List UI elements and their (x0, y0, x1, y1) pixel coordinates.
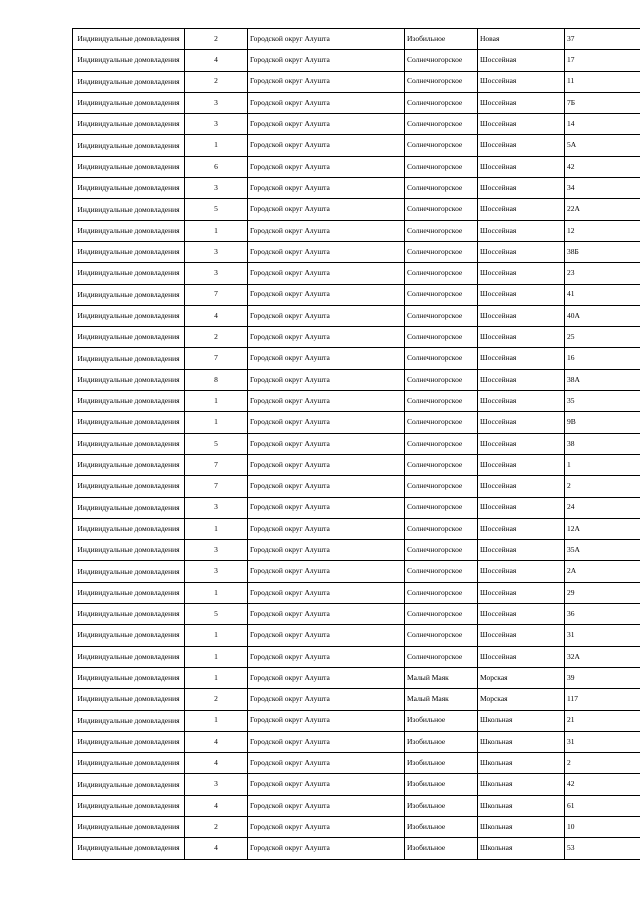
table-row (73, 156, 640, 177)
cell-settlement: Солнечногорское (405, 71, 478, 92)
cell-dwelling-type: Индивидуальные домовладения (73, 263, 185, 284)
cell-count: 3 (185, 92, 248, 113)
cell-house-number: 14 (565, 114, 640, 135)
cell-house-number: 25 (565, 327, 640, 348)
cell-street: Шоссейная (478, 625, 565, 646)
cell-settlement: Солнечногорское (405, 92, 478, 113)
cell-count: 7 (185, 476, 248, 497)
cell-house-number: 42 (565, 156, 640, 177)
table-row (73, 433, 640, 454)
table-row (73, 774, 640, 795)
cell-street: Шоссейная (478, 114, 565, 135)
table-row (73, 476, 640, 497)
cell-street: Шоссейная (478, 178, 565, 199)
cell-count: 2 (185, 816, 248, 837)
cell-house-number: 10 (565, 816, 640, 837)
cell-street: Шоссейная (478, 518, 565, 539)
cell-settlement: Изобильное (405, 838, 478, 859)
cell-settlement: Солнечногорское (405, 476, 478, 497)
cell-settlement: Солнечногорское (405, 646, 478, 667)
cell-settlement: Изобильное (405, 795, 478, 816)
cell-count: 1 (185, 391, 248, 412)
cell-street: Школьная (478, 753, 565, 774)
cell-street: Шоссейная (478, 646, 565, 667)
table-row (73, 305, 640, 326)
cell-street: Шоссейная (478, 92, 565, 113)
table-row (73, 348, 640, 369)
cell-count: 7 (185, 454, 248, 475)
cell-street: Шоссейная (478, 71, 565, 92)
cell-street: Шоссейная (478, 156, 565, 177)
cell-street: Школьная (478, 816, 565, 837)
cell-street: Шоссейная (478, 497, 565, 518)
cell-dwelling-type: Индивидуальные домовладения (73, 731, 185, 752)
cell-count: 7 (185, 348, 248, 369)
cell-house-number: 39 (565, 667, 640, 688)
cell-settlement: Солнечногорское (405, 540, 478, 561)
cell-street: Морская (478, 667, 565, 688)
cell-settlement: Солнечногорское (405, 50, 478, 71)
cell-street: Школьная (478, 710, 565, 731)
cell-dwelling-type: Индивидуальные домовладения (73, 497, 185, 518)
table-row (73, 540, 640, 561)
cell-house-number: 12 (565, 220, 640, 241)
cell-count: 4 (185, 731, 248, 752)
cell-municipality: Городской округ Алушта (248, 220, 405, 241)
cell-dwelling-type: Индивидуальные домовладения (73, 156, 185, 177)
table-row (73, 838, 640, 859)
cell-municipality: Городской округ Алушта (248, 731, 405, 752)
cell-street: Морская (478, 689, 565, 710)
cell-settlement: Солнечногорское (405, 582, 478, 603)
cell-count: 3 (185, 241, 248, 262)
cell-municipality: Городской округ Алушта (248, 774, 405, 795)
table-row (73, 29, 640, 50)
table-row (73, 710, 640, 731)
cell-dwelling-type: Индивидуальные домовладения (73, 604, 185, 625)
cell-house-number: 41 (565, 284, 640, 305)
cell-street: Шоссейная (478, 348, 565, 369)
cell-municipality: Городской округ Алушта (248, 816, 405, 837)
cell-house-number: 22А (565, 199, 640, 220)
cell-settlement: Солнечногорское (405, 348, 478, 369)
cell-count: 1 (185, 710, 248, 731)
cell-street: Школьная (478, 795, 565, 816)
cell-settlement: Изобильное (405, 731, 478, 752)
cell-street: Шоссейная (478, 135, 565, 156)
table-row (73, 263, 640, 284)
cell-dwelling-type: Индивидуальные домовладения (73, 710, 185, 731)
cell-dwelling-type: Индивидуальные домовладения (73, 305, 185, 326)
cell-settlement: Солнечногорское (405, 305, 478, 326)
cell-dwelling-type: Индивидуальные домовладения (73, 50, 185, 71)
cell-municipality: Городской округ Алушта (248, 433, 405, 454)
table-row (73, 667, 640, 688)
cell-settlement: Солнечногорское (405, 178, 478, 199)
cell-settlement: Изобильное (405, 774, 478, 795)
cell-municipality: Городской округ Алушта (248, 582, 405, 603)
cell-dwelling-type: Индивидуальные домовладения (73, 540, 185, 561)
cell-dwelling-type: Индивидуальные домовладения (73, 114, 185, 135)
cell-settlement: Солнечногорское (405, 433, 478, 454)
cell-dwelling-type: Индивидуальные домовладения (73, 284, 185, 305)
cell-municipality: Городской округ Алушта (248, 369, 405, 390)
cell-settlement: Солнечногорское (405, 369, 478, 390)
cell-dwelling-type: Индивидуальные домовладения (73, 348, 185, 369)
cell-street: Школьная (478, 731, 565, 752)
cell-settlement: Изобильное (405, 29, 478, 50)
cell-settlement: Солнечногорское (405, 625, 478, 646)
cell-settlement: Солнечногорское (405, 327, 478, 348)
table-row (73, 646, 640, 667)
cell-municipality: Городской округ Алушта (248, 667, 405, 688)
table-row (73, 114, 640, 135)
cell-dwelling-type: Индивидуальные домовладения (73, 135, 185, 156)
cell-municipality: Городской округ Алушта (248, 454, 405, 475)
cell-house-number: 21 (565, 710, 640, 731)
cell-settlement: Изобильное (405, 816, 478, 837)
table-row (73, 689, 640, 710)
cell-count: 1 (185, 220, 248, 241)
cell-municipality: Городской округ Алушта (248, 71, 405, 92)
table-row (73, 731, 640, 752)
cell-municipality: Городской округ Алушта (248, 114, 405, 135)
table-row (73, 391, 640, 412)
cell-count: 3 (185, 114, 248, 135)
housing-table (72, 28, 640, 860)
cell-dwelling-type: Индивидуальные домовладения (73, 774, 185, 795)
cell-municipality: Городской округ Алушта (248, 753, 405, 774)
cell-count: 1 (185, 135, 248, 156)
cell-house-number: 38Б (565, 241, 640, 262)
cell-municipality: Городской округ Алушта (248, 561, 405, 582)
table-row (73, 178, 640, 199)
cell-house-number: 61 (565, 795, 640, 816)
cell-street: Шоссейная (478, 220, 565, 241)
cell-dwelling-type: Индивидуальные домовладения (73, 625, 185, 646)
cell-dwelling-type: Индивидуальные домовладения (73, 220, 185, 241)
cell-house-number: 42 (565, 774, 640, 795)
cell-settlement: Солнечногорское (405, 561, 478, 582)
cell-street: Шоссейная (478, 476, 565, 497)
cell-dwelling-type: Индивидуальные домовладения (73, 646, 185, 667)
cell-settlement: Солнечногорское (405, 199, 478, 220)
cell-municipality: Городской округ Алушта (248, 29, 405, 50)
cell-settlement: Солнечногорское (405, 604, 478, 625)
cell-street: Шоссейная (478, 369, 565, 390)
cell-dwelling-type: Индивидуальные домовладения (73, 518, 185, 539)
table-row (73, 582, 640, 603)
cell-count: 4 (185, 50, 248, 71)
cell-house-number: 38 (565, 433, 640, 454)
cell-count: 1 (185, 582, 248, 603)
cell-municipality: Городской округ Алушта (248, 284, 405, 305)
cell-count: 1 (185, 667, 248, 688)
cell-municipality: Городской округ Алушта (248, 518, 405, 539)
cell-street: Новая (478, 29, 565, 50)
cell-dwelling-type: Индивидуальные домовладения (73, 412, 185, 433)
table-row (73, 369, 640, 390)
cell-dwelling-type: Индивидуальные домовладения (73, 838, 185, 859)
cell-house-number: 32А (565, 646, 640, 667)
cell-house-number: 5А (565, 135, 640, 156)
cell-count: 2 (185, 327, 248, 348)
table-row (73, 625, 640, 646)
table-row (73, 199, 640, 220)
cell-count: 5 (185, 433, 248, 454)
table-row (73, 604, 640, 625)
cell-house-number: 23 (565, 263, 640, 284)
cell-municipality: Городской округ Алушта (248, 135, 405, 156)
cell-house-number: 117 (565, 689, 640, 710)
cell-count: 4 (185, 753, 248, 774)
table-row (73, 816, 640, 837)
cell-count: 1 (185, 625, 248, 646)
cell-dwelling-type: Индивидуальные домовладения (73, 753, 185, 774)
table-row (73, 92, 640, 113)
table-row (73, 284, 640, 305)
table-row (73, 241, 640, 262)
cell-street: Школьная (478, 838, 565, 859)
cell-settlement: Солнечногорское (405, 518, 478, 539)
cell-count: 3 (185, 561, 248, 582)
table-row (73, 518, 640, 539)
cell-municipality: Городской округ Алушта (248, 199, 405, 220)
cell-dwelling-type: Индивидуальные домовладения (73, 178, 185, 199)
cell-count: 3 (185, 497, 248, 518)
cell-count: 8 (185, 369, 248, 390)
cell-count: 6 (185, 156, 248, 177)
cell-municipality: Городской округ Алушта (248, 625, 405, 646)
table-row (73, 50, 640, 71)
cell-count: 3 (185, 263, 248, 284)
cell-dwelling-type: Индивидуальные домовладения (73, 476, 185, 497)
table-row (73, 71, 640, 92)
cell-dwelling-type: Индивидуальные домовладения (73, 433, 185, 454)
cell-municipality: Городской округ Алушта (248, 391, 405, 412)
cell-municipality: Городской округ Алушта (248, 689, 405, 710)
cell-settlement: Изобильное (405, 710, 478, 731)
cell-house-number: 35 (565, 391, 640, 412)
cell-dwelling-type: Индивидуальные домовладения (73, 667, 185, 688)
table-row (73, 561, 640, 582)
cell-municipality: Городской округ Алушта (248, 795, 405, 816)
cell-street: Школьная (478, 774, 565, 795)
cell-count: 1 (185, 412, 248, 433)
cell-house-number: 17 (565, 50, 640, 71)
cell-street: Шоссейная (478, 433, 565, 454)
cell-street: Шоссейная (478, 561, 565, 582)
cell-municipality: Городской округ Алушта (248, 604, 405, 625)
cell-municipality: Городской округ Алушта (248, 178, 405, 199)
cell-dwelling-type: Индивидуальные домовладения (73, 454, 185, 475)
cell-dwelling-type: Индивидуальные домовладения (73, 369, 185, 390)
cell-street: Шоссейная (478, 50, 565, 71)
cell-count: 3 (185, 178, 248, 199)
cell-dwelling-type: Индивидуальные домовладения (73, 92, 185, 113)
table-row (73, 753, 640, 774)
cell-dwelling-type: Индивидуальные домовладения (73, 391, 185, 412)
cell-house-number: 40А (565, 305, 640, 326)
cell-street: Шоссейная (478, 263, 565, 284)
cell-street: Шоссейная (478, 327, 565, 348)
cell-settlement: Солнечногорское (405, 454, 478, 475)
cell-settlement: Малый Маяк (405, 667, 478, 688)
cell-municipality: Городской округ Алушта (248, 156, 405, 177)
cell-count: 2 (185, 689, 248, 710)
table-row (73, 327, 640, 348)
cell-count: 2 (185, 29, 248, 50)
cell-street: Шоссейная (478, 305, 565, 326)
cell-settlement: Солнечногорское (405, 241, 478, 262)
cell-municipality: Городской округ Алушта (248, 92, 405, 113)
table-row (73, 454, 640, 475)
cell-house-number: 53 (565, 838, 640, 859)
cell-settlement: Солнечногорское (405, 284, 478, 305)
table-row (73, 135, 640, 156)
cell-house-number: 12А (565, 518, 640, 539)
cell-house-number: 2 (565, 476, 640, 497)
cell-street: Шоссейная (478, 199, 565, 220)
cell-municipality: Городской округ Алушта (248, 327, 405, 348)
cell-settlement: Солнечногорское (405, 263, 478, 284)
cell-count: 5 (185, 604, 248, 625)
housing-table-body (73, 29, 640, 860)
table-row (73, 497, 640, 518)
cell-house-number: 1 (565, 454, 640, 475)
cell-street: Шоссейная (478, 540, 565, 561)
cell-settlement: Солнечногорское (405, 156, 478, 177)
cell-dwelling-type: Индивидуальные домовладения (73, 689, 185, 710)
cell-street: Шоссейная (478, 582, 565, 603)
cell-count: 3 (185, 540, 248, 561)
cell-street: Шоссейная (478, 241, 565, 262)
cell-settlement: Изобильное (405, 753, 478, 774)
cell-settlement: Солнечногорское (405, 135, 478, 156)
cell-street: Шоссейная (478, 412, 565, 433)
cell-settlement: Малый Маяк (405, 689, 478, 710)
cell-municipality: Городской округ Алушта (248, 412, 405, 433)
cell-dwelling-type: Индивидуальные домовладения (73, 199, 185, 220)
cell-settlement: Солнечногорское (405, 220, 478, 241)
cell-house-number: 38А (565, 369, 640, 390)
cell-house-number: 37 (565, 29, 640, 50)
cell-dwelling-type: Индивидуальные домовладения (73, 71, 185, 92)
cell-municipality: Городской округ Алушта (248, 50, 405, 71)
cell-street: Шоссейная (478, 604, 565, 625)
cell-municipality: Городской округ Алушта (248, 241, 405, 262)
cell-house-number: 35А (565, 540, 640, 561)
cell-municipality: Городской округ Алушта (248, 497, 405, 518)
cell-dwelling-type: Индивидуальные домовладения (73, 327, 185, 348)
cell-house-number: 2 (565, 753, 640, 774)
cell-municipality: Городской округ Алушта (248, 476, 405, 497)
cell-municipality: Городской округ Алушта (248, 348, 405, 369)
table-row (73, 412, 640, 433)
cell-street: Шоссейная (478, 454, 565, 475)
cell-dwelling-type: Индивидуальные домовладения (73, 816, 185, 837)
cell-municipality: Городской округ Алушта (248, 646, 405, 667)
cell-dwelling-type: Индивидуальные домовладения (73, 241, 185, 262)
cell-municipality: Городской округ Алушта (248, 710, 405, 731)
cell-count: 7 (185, 284, 248, 305)
cell-house-number: 9В (565, 412, 640, 433)
cell-street: Шоссейная (478, 284, 565, 305)
cell-house-number: 34 (565, 178, 640, 199)
cell-settlement: Солнечногорское (405, 497, 478, 518)
cell-dwelling-type: Индивидуальные домовладения (73, 29, 185, 50)
cell-settlement: Солнечногорское (405, 391, 478, 412)
cell-municipality: Городской округ Алушта (248, 263, 405, 284)
cell-dwelling-type: Индивидуальные домовладения (73, 795, 185, 816)
table-row (73, 220, 640, 241)
cell-count: 3 (185, 774, 248, 795)
cell-house-number: 29 (565, 582, 640, 603)
cell-house-number: 31 (565, 625, 640, 646)
cell-municipality: Городской округ Алушта (248, 838, 405, 859)
cell-count: 5 (185, 199, 248, 220)
cell-house-number: 24 (565, 497, 640, 518)
cell-house-number: 2А (565, 561, 640, 582)
cell-count: 4 (185, 795, 248, 816)
cell-street: Шоссейная (478, 391, 565, 412)
cell-house-number: 31 (565, 731, 640, 752)
cell-count: 4 (185, 305, 248, 326)
cell-house-number: 11 (565, 71, 640, 92)
cell-count: 1 (185, 646, 248, 667)
cell-dwelling-type: Индивидуальные домовладения (73, 561, 185, 582)
cell-count: 4 (185, 838, 248, 859)
cell-settlement: Солнечногорское (405, 114, 478, 135)
cell-count: 1 (185, 518, 248, 539)
cell-house-number: 7Б (565, 92, 640, 113)
cell-dwelling-type: Индивидуальные домовладения (73, 582, 185, 603)
cell-count: 2 (185, 71, 248, 92)
cell-municipality: Городской округ Алушта (248, 305, 405, 326)
cell-settlement: Солнечногорское (405, 412, 478, 433)
cell-municipality: Городской округ Алушта (248, 540, 405, 561)
cell-house-number: 16 (565, 348, 640, 369)
table-row (73, 795, 640, 816)
cell-house-number: 36 (565, 604, 640, 625)
